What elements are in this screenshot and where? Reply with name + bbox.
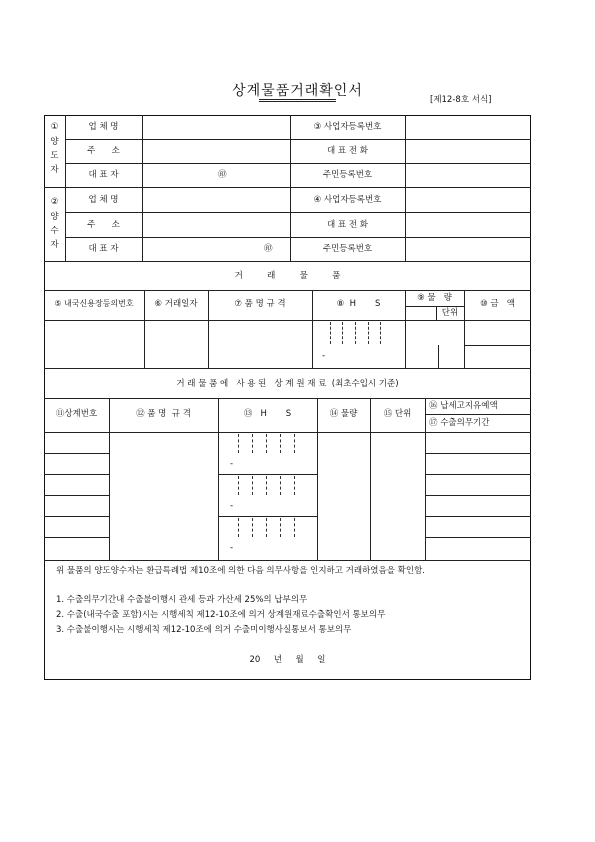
form-title: 상계물품거래확인서 <box>232 83 363 99</box>
hs-digit-line <box>280 476 281 495</box>
hs-digit-line <box>342 322 343 344</box>
col-header-date: ⑥ 거래일자 <box>154 299 198 309</box>
hs-dash: - <box>230 501 234 511</box>
row-line <box>425 495 531 496</box>
row-line <box>44 368 531 369</box>
hs-digit-line <box>266 476 267 495</box>
col-header-qty: ⑨ 물 량 <box>417 293 452 303</box>
hs-digit-line <box>294 476 295 495</box>
hs-digit-line <box>294 434 295 453</box>
hs-digit-line <box>252 434 253 453</box>
row-line <box>44 560 531 561</box>
col-line <box>425 398 426 560</box>
transferor-number: ① <box>50 122 59 132</box>
transferee-biz-reg-label: ④ 사업자등록번호 <box>313 195 382 205</box>
hs-digit-line <box>294 518 295 537</box>
title-underline <box>259 101 336 102</box>
hs-digit-line <box>238 518 239 537</box>
col-header-material-hs: ⑬ H S <box>243 409 292 419</box>
col-header-tax-deferred: ⑯ 납세고지유예액 <box>429 401 498 411</box>
col-header-material-unit: ⑮ 단위 <box>383 409 412 419</box>
col-header-hs: ⑧ H S <box>336 299 381 309</box>
hs-digit-line <box>238 434 239 453</box>
hs-digit-line <box>280 434 281 453</box>
row-line <box>44 474 109 475</box>
hs-digit-line <box>280 518 281 537</box>
obligation-item: 1. 수출의무기간내 수출불이행시 관세 등과 가산세 25%의 납부의무 <box>56 595 308 605</box>
materials-section-header: 거 래 물 품 에 사 용 된 상 계 원 재 료 (최초수입시 기준) <box>176 379 399 389</box>
col-line <box>218 398 219 560</box>
row-line <box>425 537 531 538</box>
row-line <box>65 237 531 238</box>
transferee-address-label: 주 소 <box>87 220 120 230</box>
col-line <box>405 115 406 261</box>
row-line <box>44 187 531 188</box>
transferee-side-label: 자 <box>50 240 59 250</box>
hs-digit-line <box>266 518 267 537</box>
hs-dash: - <box>230 543 234 553</box>
transferor-biz-reg-label: ③ 사업자등록번호 <box>313 122 382 132</box>
col-line <box>109 398 110 560</box>
row-line <box>405 306 464 307</box>
col-line <box>317 398 318 560</box>
hs-digit-line <box>266 434 267 453</box>
row-line <box>44 320 531 321</box>
row-line <box>44 516 109 517</box>
row-line <box>464 345 531 346</box>
row-line <box>44 495 109 496</box>
transferor-phone-label: 대 표 전 화 <box>327 146 368 156</box>
seal-mark: ㊞ <box>264 244 273 254</box>
goods-section-header: 거 래 물 품 <box>234 271 341 281</box>
col-header-spec: ⑦ 품 명 규 격 <box>234 299 286 309</box>
row-line <box>425 453 531 454</box>
transferor-side-label: 도 <box>50 151 59 161</box>
transferee-phone-label: 대 표 전 화 <box>327 220 368 230</box>
hs-digit-line <box>330 322 331 344</box>
hs-dash: - <box>322 351 326 361</box>
col-header-offset-no: ⑪상계번호 <box>55 409 98 419</box>
obligation-item: 3. 수출불이행시는 시행세칙 제12-10조에 의거 수출미이행사실통보서 통보의무 <box>56 625 352 635</box>
row-line <box>44 432 531 433</box>
row-line <box>44 453 109 454</box>
row-line <box>425 516 531 517</box>
transferor-side-label: 양 <box>50 137 59 147</box>
row-line <box>425 414 531 415</box>
col-header-credit-no: ⑤ 내국신용장등의번호 <box>54 299 134 308</box>
row-line <box>425 474 531 475</box>
row-line <box>44 290 531 291</box>
col-line <box>370 398 371 560</box>
row-line <box>44 261 531 262</box>
hs-digit-line <box>238 476 239 495</box>
obligation-item: 2. 수출(내국수출 포함)시는 시행세칙 제12-10조에 의거 상계원재료수출확인서 통보의무 <box>56 610 386 620</box>
col-header-material-spec: ⑫ 품 명 규 격 <box>136 409 191 419</box>
col-line <box>438 345 439 368</box>
hs-digit-line <box>355 322 356 344</box>
col-header-material-qty: ⑭ 물량 <box>329 409 358 419</box>
title-underline <box>259 99 336 100</box>
hs-digit-line <box>368 322 369 344</box>
seal-mark: ㊞ <box>218 170 227 180</box>
transferee-rep-label: 대 표 자 <box>88 244 119 254</box>
row-line <box>218 516 317 517</box>
form-number: [제12-8호 서식] <box>430 95 492 105</box>
transferor-resident-label: 주민등록번호 <box>322 170 373 180</box>
transferee-number: ② <box>50 197 59 207</box>
transferor-address-label: 주 소 <box>87 146 120 156</box>
col-header-export-period: ⑰ 수출의무기간 <box>429 418 490 428</box>
date-line: 20 년 월 일 <box>249 655 326 665</box>
row-line <box>44 398 531 399</box>
col-header-amount: ⑩ 금 액 <box>480 299 515 309</box>
row-line <box>44 537 109 538</box>
transferee-company-label: 업 체 명 <box>88 195 119 205</box>
row-line <box>218 474 317 475</box>
col-line <box>290 115 291 261</box>
confirmation-statement: 위 물품의 양도양수자는 환급특례법 제10조에 의한 다음 의무사항을 인지하고 거래하였음을 확인함. <box>56 566 425 576</box>
transferor-company-label: 업 체 명 <box>88 122 119 132</box>
row-line <box>65 212 531 213</box>
col-line <box>142 115 143 261</box>
row-line <box>65 163 531 164</box>
col-header-unit: 단위 <box>441 308 459 318</box>
col-line <box>65 115 66 261</box>
hs-digit-line <box>252 476 253 495</box>
transferee-side-label: 수 <box>50 226 59 236</box>
transferor-rep-label: 대 표 자 <box>88 170 119 180</box>
hs-digit-line <box>380 322 381 344</box>
row-line <box>65 139 531 140</box>
hs-dash: - <box>230 459 234 469</box>
hs-digit-line <box>252 518 253 537</box>
transferee-resident-label: 주민등록번호 <box>322 244 373 254</box>
transferee-side-label: 양 <box>50 212 59 222</box>
transferor-side-label: 자 <box>50 165 59 175</box>
